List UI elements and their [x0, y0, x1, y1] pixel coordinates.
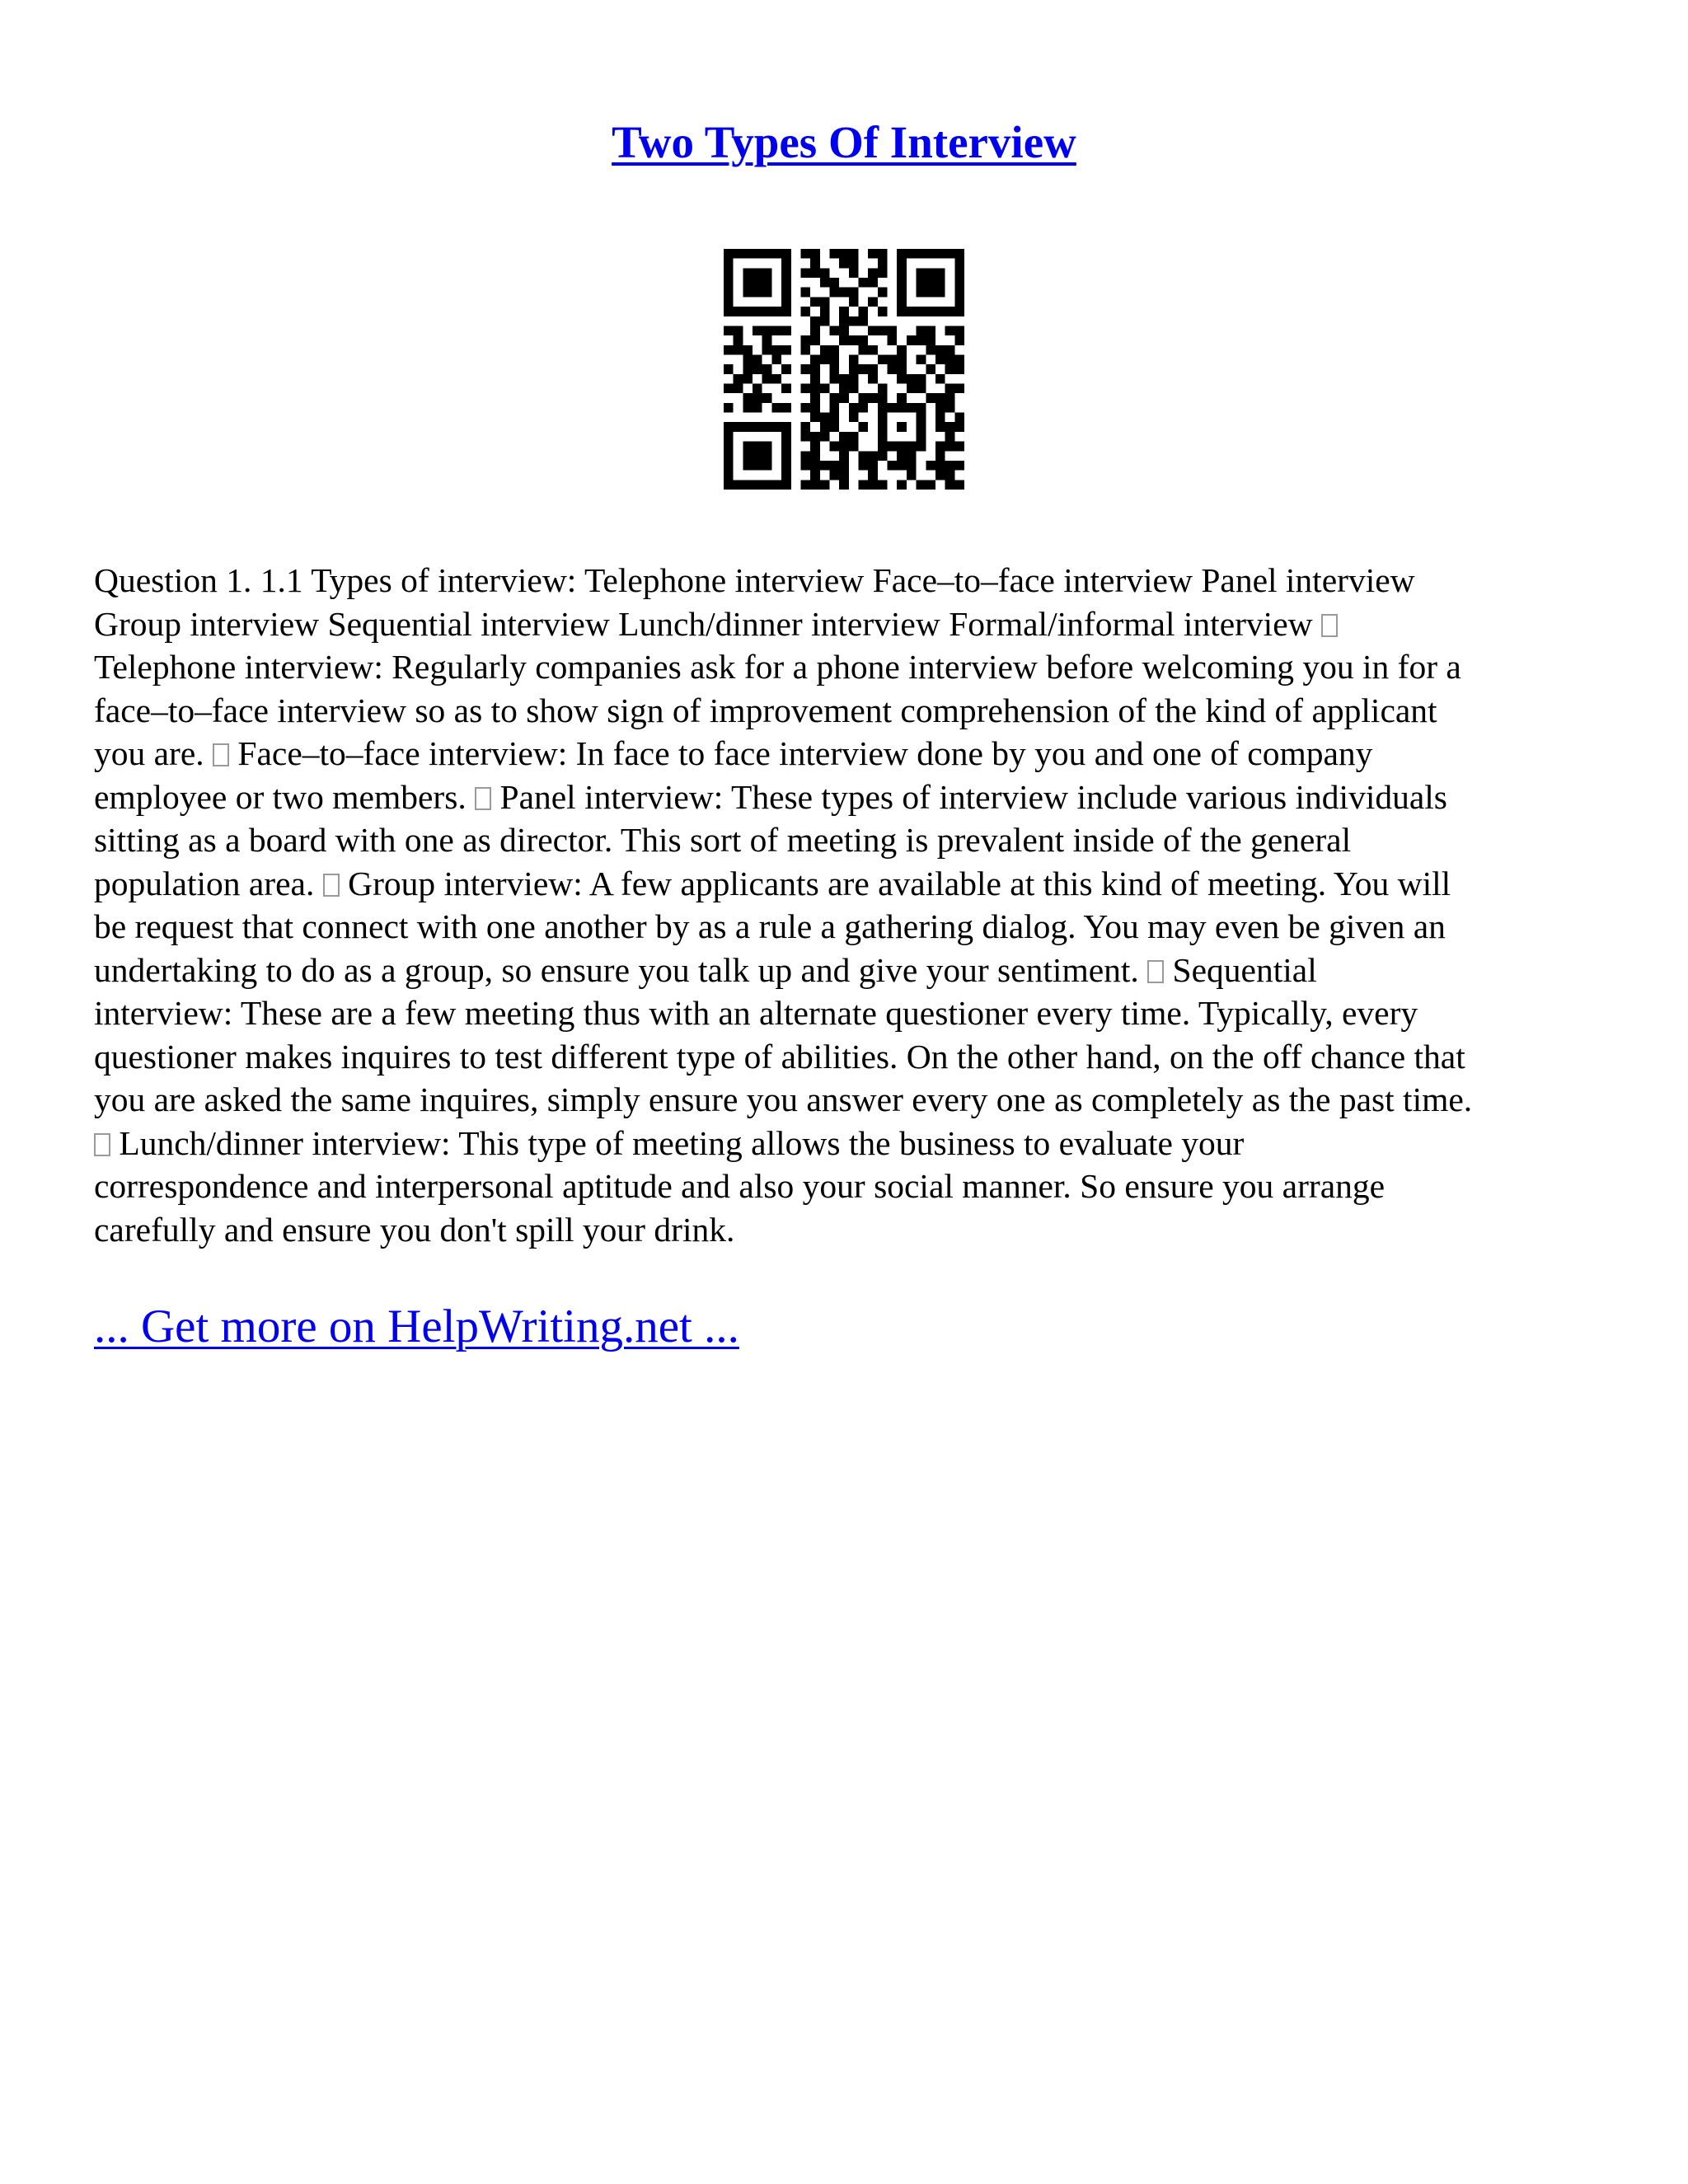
body-line: Lunch/dinner interview: This type of meeting allows the business to evaluate your	[94, 1122, 1602, 1165]
body-line: carefully and ensure you don't spill your drink.	[94, 1210, 735, 1249]
body-line: interview: These are a few meeting thus with an alternate questioner every time. Typically, every	[94, 994, 1418, 1032]
get-more-link[interactable]: ... Get more on HelpWriting.net ...	[94, 1301, 739, 1352]
body-line: questioner makes inquires to test different type of abilities. On the other hand, on the off chance that	[94, 1037, 1465, 1076]
body-line: undertaking to do as a group, so ensure you talk up and give your sentiment. Sequential	[94, 950, 1317, 989]
body-line: Telephone interview: Regularly companies ask for a phone interview before welcoming you in for a	[94, 648, 1461, 686]
body-line: sitting as a board with one as director. This sort of meeting is prevalent inside of the general	[94, 821, 1352, 859]
body-line: face–to–face interview so as to show sign of improvement comprehension of the kind of applicant	[94, 691, 1437, 729]
bullet-box-icon	[94, 1133, 110, 1156]
bullet-box-icon	[323, 874, 340, 897]
more-link-paragraph	[94, 1298, 739, 1356]
body-line: be request that connect with one another by as a rule a gathering dialog. You may even be given an	[94, 907, 1446, 945]
bullet-box-icon	[475, 787, 491, 810]
bullet-box-icon	[1147, 960, 1164, 983]
article-body	[94, 559, 1602, 1251]
bullet-box-icon	[1321, 614, 1338, 637]
body-line: population area. Group interview: A few applicants are available at this kind of meeting. You will	[94, 864, 1451, 902]
body-line: you are asked the same inquires, simply ensure you answer every one as completely as the past time.	[94, 1080, 1473, 1118]
title-link[interactable]: Two Types Of Interview	[612, 117, 1076, 167]
body-line: correspondence and interpersonal aptitude and also your social manner. So ensure you arrange	[94, 1167, 1386, 1205]
qr-code-icon	[724, 249, 964, 490]
body-line: you are. Face–to–face interview: In face to face interview done by you and one of company	[94, 734, 1373, 772]
body-line: Question 1. 1.1 Types of interview: Telephone interview Face–to–face interview Panel interview	[94, 561, 1415, 599]
body-line: Group interview Sequential interview Lunch/dinner interview Formal/informal interview	[94, 602, 1602, 646]
body-line: employee or two members. Panel interview: These types of interview include various individuals	[94, 777, 1447, 816]
bullet-box-icon	[213, 743, 229, 766]
page-title	[0, 114, 1688, 171]
